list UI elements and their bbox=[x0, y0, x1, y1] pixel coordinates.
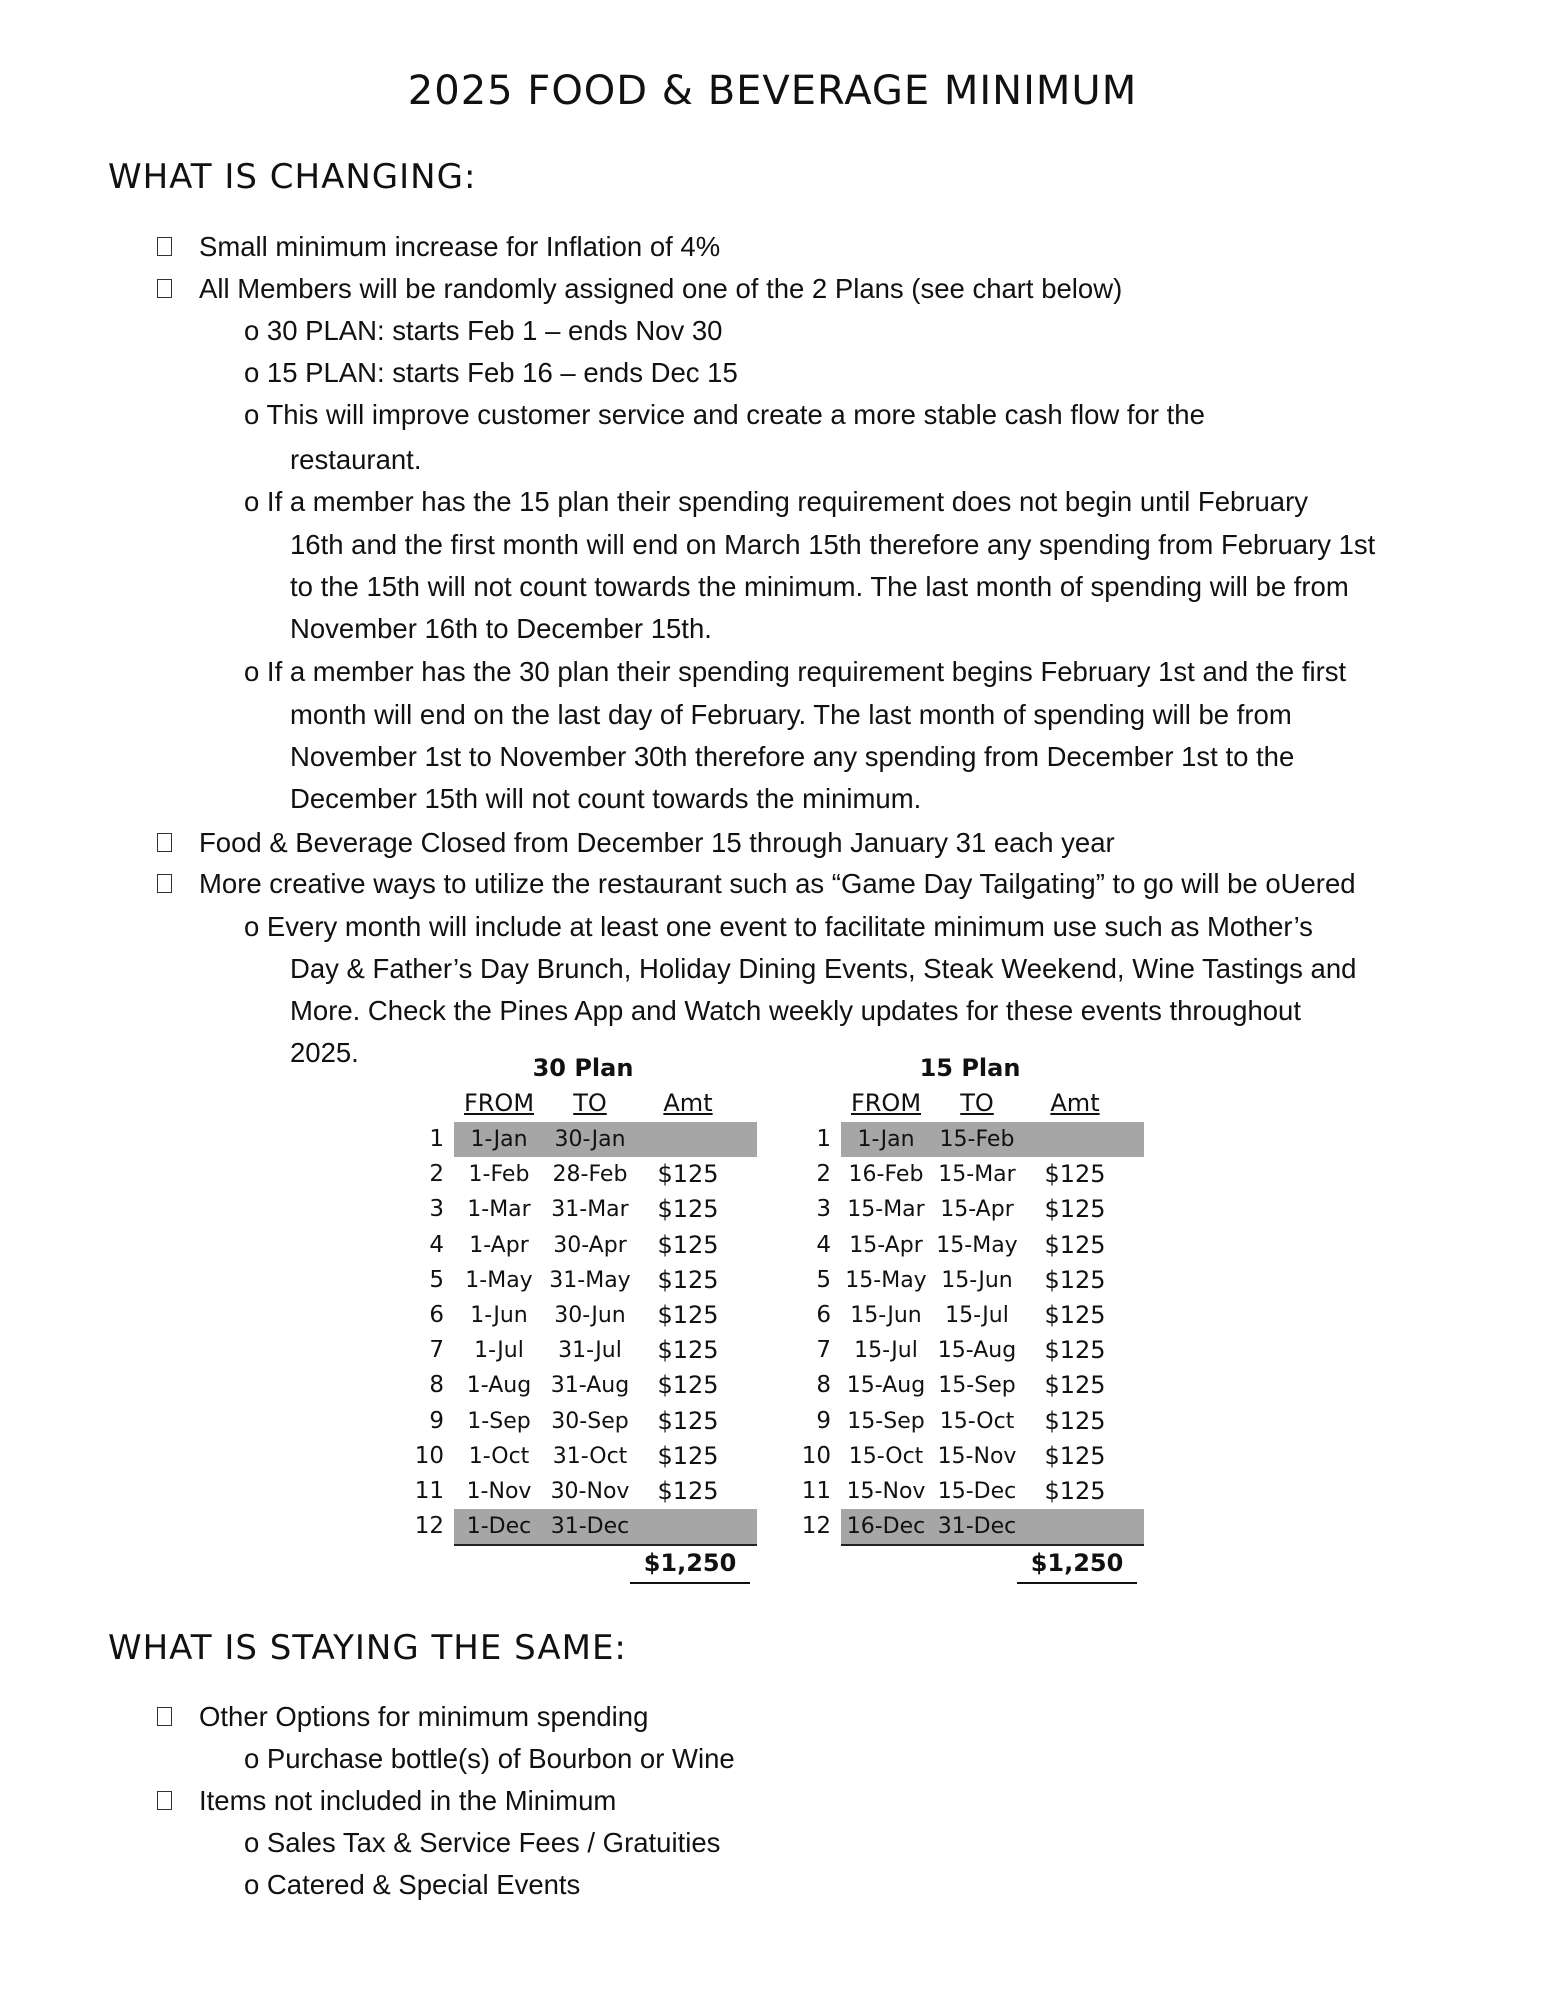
to-date: 15-Aug bbox=[937, 1338, 1017, 1364]
to-date: 15-May bbox=[936, 1232, 1018, 1258]
amount: $125 bbox=[1044, 1406, 1106, 1435]
table-row bbox=[408, 1263, 768, 1298]
continuation-line: 16th and the first month will end on March 15th therefore any spending from February 1st bbox=[290, 529, 1376, 560]
table-row bbox=[408, 1404, 768, 1439]
to-date: 30-Jun bbox=[554, 1303, 626, 1328]
to-date: 15-Apr bbox=[940, 1197, 1014, 1223]
checkbox-bullet-icon bbox=[157, 237, 172, 256]
row-number: 2 bbox=[816, 1161, 831, 1188]
amount: $125 bbox=[657, 1477, 719, 1505]
row-number: 4 bbox=[816, 1231, 831, 1258]
row-number: 9 bbox=[429, 1407, 444, 1434]
to-date: 15-Feb bbox=[939, 1127, 1015, 1152]
to-date: 30-Apr bbox=[553, 1232, 627, 1258]
amount: $125 bbox=[657, 1371, 719, 1400]
from-date: 15-Sep bbox=[847, 1408, 925, 1434]
total-underline bbox=[630, 1582, 750, 1584]
continuation-line: November 16th to December 15th. bbox=[290, 613, 712, 644]
row-number: 7 bbox=[816, 1337, 831, 1364]
from-date: 15-Jun bbox=[850, 1303, 922, 1328]
sub-item: o If a member has the 30 plan their spending requirement begins February 1st and the first bbox=[244, 656, 1347, 687]
table-row bbox=[795, 1157, 1155, 1192]
column-header: TO bbox=[960, 1089, 994, 1117]
bullet-text: Food & Beverage Closed from December 15 through January 31 each year bbox=[199, 827, 1115, 858]
from-date: 1-Feb bbox=[468, 1162, 530, 1188]
row-number: 4 bbox=[429, 1231, 444, 1258]
from-date: 15-Nov bbox=[846, 1479, 926, 1504]
row-number: 8 bbox=[429, 1372, 444, 1399]
row-number: 3 bbox=[429, 1196, 444, 1223]
amount: $125 bbox=[657, 1230, 719, 1259]
bullet-text: Small minimum increase for Inflation of 4% bbox=[199, 231, 721, 262]
sub-item: o 30 PLAN: starts Feb 1 – ends Nov 30 bbox=[244, 315, 723, 346]
to-date: 31-Aug bbox=[550, 1373, 630, 1399]
to-date: 31-Jul bbox=[558, 1338, 622, 1364]
sub-item: o Purchase bottle(s) of Bourbon or Wine bbox=[244, 1743, 735, 1774]
table-row bbox=[408, 1474, 768, 1509]
to-date: 28-Feb bbox=[552, 1162, 628, 1188]
amount: $125 bbox=[657, 1301, 719, 1329]
amount: $125 bbox=[657, 1160, 719, 1189]
row-number: 10 bbox=[414, 1442, 444, 1469]
continuation-line: Day & Father’s Day Brunch, Holiday Dining Events, Steak Weekend, Wine Tastings and bbox=[290, 953, 1357, 984]
from-date: 15-Jul bbox=[854, 1338, 918, 1364]
table-row bbox=[795, 1509, 1155, 1544]
table-row bbox=[795, 1192, 1155, 1227]
table-row bbox=[408, 1439, 768, 1474]
total-underline bbox=[1017, 1582, 1137, 1584]
row-number: 12 bbox=[801, 1513, 831, 1540]
to-date: 15-Jun bbox=[941, 1267, 1013, 1293]
from-date: 1-Apr bbox=[469, 1232, 529, 1258]
column-header: FROM bbox=[463, 1089, 535, 1117]
from-date: 1-Jun bbox=[470, 1303, 528, 1328]
continuation-line: November 1st to November 30th therefore any spending from December 1st to the bbox=[290, 741, 1295, 772]
amount: $125 bbox=[1044, 1265, 1106, 1294]
checkbox-bullet-icon bbox=[157, 1707, 172, 1726]
continuation-line: More. Check the Pines App and Watch weekly updates for these events throughout bbox=[290, 995, 1301, 1026]
table-row bbox=[795, 1333, 1155, 1368]
table-row bbox=[408, 1298, 768, 1333]
from-date: 1-Jan bbox=[470, 1127, 528, 1152]
from-date: 15-Aug bbox=[846, 1373, 926, 1399]
bullet-text: All Members will be randomly assigned one of the 2 Plans (see chart below) bbox=[199, 273, 1123, 304]
to-date: 15-Dec bbox=[937, 1479, 1017, 1504]
from-date: 15-Apr bbox=[849, 1232, 923, 1258]
row-number: 7 bbox=[429, 1337, 444, 1364]
row-number: 2 bbox=[429, 1161, 444, 1188]
row-number: 8 bbox=[816, 1372, 831, 1399]
amount: $125 bbox=[657, 1336, 719, 1365]
row-number: 9 bbox=[816, 1407, 831, 1434]
to-date: 30-Sep bbox=[551, 1408, 629, 1434]
row-number: 6 bbox=[816, 1302, 831, 1328]
table-total: $1,250 bbox=[1030, 1549, 1124, 1578]
row-number: 1 bbox=[429, 1126, 444, 1152]
changing-heading: WHAT IS CHANGING: bbox=[108, 157, 477, 197]
page-title: 2025 FOOD & BEVERAGE MINIMUM bbox=[407, 68, 1138, 114]
row-number: 11 bbox=[414, 1478, 444, 1504]
table-row bbox=[795, 1298, 1155, 1333]
table-row bbox=[408, 1122, 768, 1157]
from-date: 1-Jan bbox=[857, 1127, 915, 1152]
amount: $125 bbox=[657, 1265, 719, 1294]
table-row bbox=[795, 1439, 1155, 1474]
to-date: 31-Dec bbox=[937, 1514, 1017, 1540]
to-date: 15-Sep bbox=[938, 1373, 1016, 1399]
amount: $125 bbox=[1044, 1477, 1106, 1505]
continuation-line: 2025. bbox=[290, 1037, 359, 1068]
column-header: Amt bbox=[1050, 1089, 1100, 1117]
table-row bbox=[795, 1474, 1155, 1509]
amount: $125 bbox=[1044, 1336, 1106, 1365]
bullet-text: More creative ways to utilize the restaurant such as “Game Day Tailgating” to go will be oUered bbox=[199, 868, 1356, 899]
table-row bbox=[795, 1122, 1155, 1157]
from-date: 15-Oct bbox=[848, 1443, 924, 1469]
amount: $125 bbox=[657, 1441, 719, 1470]
from-date: 15-May bbox=[845, 1267, 927, 1293]
amount: $125 bbox=[657, 1406, 719, 1435]
from-date: 1-Oct bbox=[468, 1443, 530, 1469]
sub-item: o Catered & Special Events bbox=[244, 1869, 581, 1900]
from-date: 1-Sep bbox=[467, 1408, 531, 1434]
row-number: 6 bbox=[429, 1302, 444, 1328]
checkbox-bullet-icon bbox=[157, 833, 172, 852]
table-row bbox=[795, 1404, 1155, 1439]
plan-title: 15 Plan bbox=[919, 1054, 1021, 1082]
continuation-line: to the 15th will not count towards the minimum. The last month of spending will be from bbox=[290, 571, 1349, 602]
amount: $125 bbox=[1044, 1230, 1106, 1259]
plan-title: 30 Plan bbox=[532, 1054, 634, 1082]
table-row bbox=[795, 1263, 1155, 1298]
amount: $125 bbox=[1044, 1195, 1106, 1224]
to-date: 15-Nov bbox=[937, 1443, 1017, 1469]
from-date: 16-Feb bbox=[848, 1162, 924, 1188]
sub-item: o Every month will include at least one event to facilitate minimum use such as Mother’s bbox=[244, 911, 1313, 942]
sub-item: o If a member has the 15 plan their spending requirement does not begin until February bbox=[244, 486, 1308, 517]
from-date: 1-May bbox=[465, 1267, 533, 1293]
row-number: 5 bbox=[429, 1266, 444, 1293]
table-row bbox=[795, 1368, 1155, 1403]
from-date: 15-Mar bbox=[847, 1197, 925, 1223]
table-bottom-rule bbox=[841, 1544, 1144, 1546]
column-header: Amt bbox=[663, 1089, 713, 1117]
row-number: 1 bbox=[816, 1126, 831, 1152]
checkbox-bullet-icon bbox=[157, 1791, 172, 1810]
from-date: 1-Aug bbox=[466, 1373, 532, 1399]
from-date: 1-Nov bbox=[466, 1479, 532, 1504]
bullet-text: Other Options for minimum spending bbox=[199, 1701, 649, 1732]
table-row bbox=[408, 1192, 768, 1227]
column-header: TO bbox=[573, 1089, 607, 1117]
row-number: 12 bbox=[414, 1513, 444, 1540]
to-date: 15-Mar bbox=[938, 1162, 1016, 1188]
amount: $125 bbox=[1044, 1441, 1106, 1470]
to-date: 31-Oct bbox=[552, 1443, 628, 1469]
checkbox-bullet-icon bbox=[157, 874, 172, 893]
table-row bbox=[408, 1368, 768, 1403]
from-date: 16-Dec bbox=[846, 1514, 926, 1540]
from-date: 1-Dec bbox=[466, 1514, 532, 1540]
sub-item: o 15 PLAN: starts Feb 16 – ends Dec 15 bbox=[244, 357, 738, 388]
bullet-text: Items not included in the Minimum bbox=[199, 1785, 617, 1816]
amount: $125 bbox=[1044, 1371, 1106, 1400]
to-date: 30-Jan bbox=[554, 1127, 626, 1152]
row-number: 5 bbox=[816, 1266, 831, 1293]
to-date: 15-Jul bbox=[945, 1303, 1009, 1328]
table-row bbox=[408, 1333, 768, 1368]
to-date: 31-Mar bbox=[551, 1197, 629, 1223]
sub-item: o This will improve customer service and create a more stable cash flow for the bbox=[244, 399, 1205, 430]
checkbox-bullet-icon bbox=[157, 279, 172, 298]
table-total: $1,250 bbox=[643, 1549, 737, 1578]
table-row bbox=[795, 1228, 1155, 1263]
sub-item: o Sales Tax & Service Fees / Gratuities bbox=[244, 1827, 721, 1858]
to-date: 31-Dec bbox=[550, 1514, 630, 1540]
continuation-line: restaurant. bbox=[290, 444, 422, 475]
row-number: 3 bbox=[816, 1196, 831, 1223]
continuation-line: month will end on the last day of February. The last month of spending will be from bbox=[290, 699, 1292, 730]
column-header: FROM bbox=[850, 1089, 922, 1117]
row-number: 11 bbox=[801, 1478, 831, 1504]
to-date: 30-Nov bbox=[550, 1479, 630, 1504]
amount: $125 bbox=[1044, 1301, 1106, 1329]
amount: $125 bbox=[657, 1195, 719, 1224]
table-row bbox=[408, 1228, 768, 1263]
staying-heading: WHAT IS STAYING THE SAME: bbox=[108, 1628, 627, 1668]
from-date: 1-Jul bbox=[474, 1338, 524, 1364]
table-row bbox=[408, 1509, 768, 1544]
table-row bbox=[408, 1157, 768, 1192]
table-bottom-rule bbox=[454, 1544, 757, 1546]
continuation-line: December 15th will not count towards the minimum. bbox=[290, 783, 922, 814]
from-date: 1-Mar bbox=[467, 1197, 531, 1223]
row-number: 10 bbox=[801, 1442, 831, 1469]
to-date: 15-Oct bbox=[939, 1408, 1015, 1434]
amount: $125 bbox=[1044, 1160, 1106, 1189]
to-date: 31-May bbox=[549, 1267, 631, 1293]
